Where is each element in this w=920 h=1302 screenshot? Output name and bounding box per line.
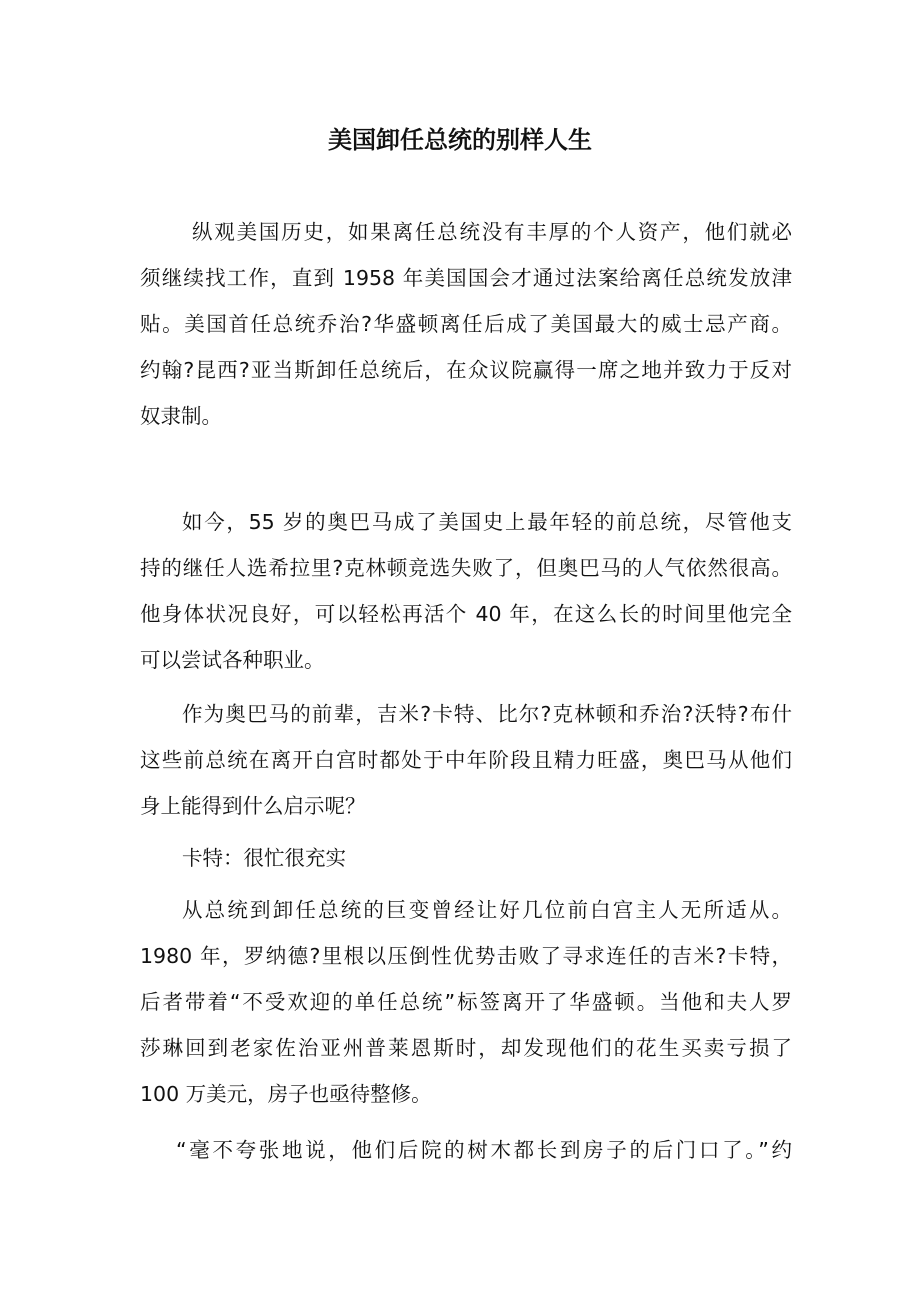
paragraph-line: 后者带着“不受欢迎的单任总统”标签离开了华盛顿。当他和夫人罗	[140, 990, 792, 1014]
paragraph-line: 卡特：很忙很充实	[182, 846, 346, 870]
paragraph-line: “毫不夸张地说，他们后院的树木都长到房子的后门口了。”约	[176, 1138, 792, 1162]
paragraph-line: 可以尝试各种职业。	[140, 648, 325, 672]
paragraph-line: 1980 年，罗纳德?里根以压倒性优势击败了寻求连任的吉米?卡特，	[140, 944, 792, 968]
paragraph-line: 持的继任人选希拉里?克林顿竞选失败了，但奥巴马的人气依然很高。	[140, 556, 792, 580]
paragraph-line: 从总统到卸任总统的巨变曾经让好几位前白宫主人无所适从。	[182, 898, 792, 922]
paragraph-line: 作为奥巴马的前辈，吉米?卡特、比尔?克林顿和乔治?沃特?布什	[182, 702, 792, 726]
paragraph-line: 贴。美国首任总统乔治?华盛顿离任后成了美国最大的威士忌产商。	[140, 312, 792, 336]
paragraph-line: 莎琳回到老家佐治亚州普莱恩斯时，却发现他们的花生买卖亏损了	[140, 1036, 792, 1060]
paragraph-line: 须继续找工作，直到 1958 年美国国会才通过法案给离任总统发放津	[140, 266, 792, 290]
paragraph-line: 身上能得到什么启示呢？	[140, 794, 366, 818]
document-title: 美国卸任总统的别样人生	[328, 125, 592, 154]
paragraph-line: 约翰?昆西?亚当斯卸任总统后，在众议院赢得一席之地并致力于反对	[140, 358, 792, 382]
paragraph-line: 纵观美国历史，如果离任总统没有丰厚的个人资产，他们就必	[192, 220, 792, 244]
paragraph-line: 100 万美元，房子也亟待整修。	[140, 1082, 432, 1106]
paragraph-line: 这些前总统在离开白宫时都处于中年阶段且精力旺盛，奥巴马从他们	[140, 748, 792, 772]
paragraph-line: 他身体状况良好，可以轻松再活个 40 年，在这么长的时间里他完全	[140, 602, 792, 626]
paragraph-line: 如今，55 岁的奥巴马成了美国史上最年轻的前总统，尽管他支	[182, 510, 792, 534]
paragraph-line: 奴隶制。	[140, 404, 222, 428]
